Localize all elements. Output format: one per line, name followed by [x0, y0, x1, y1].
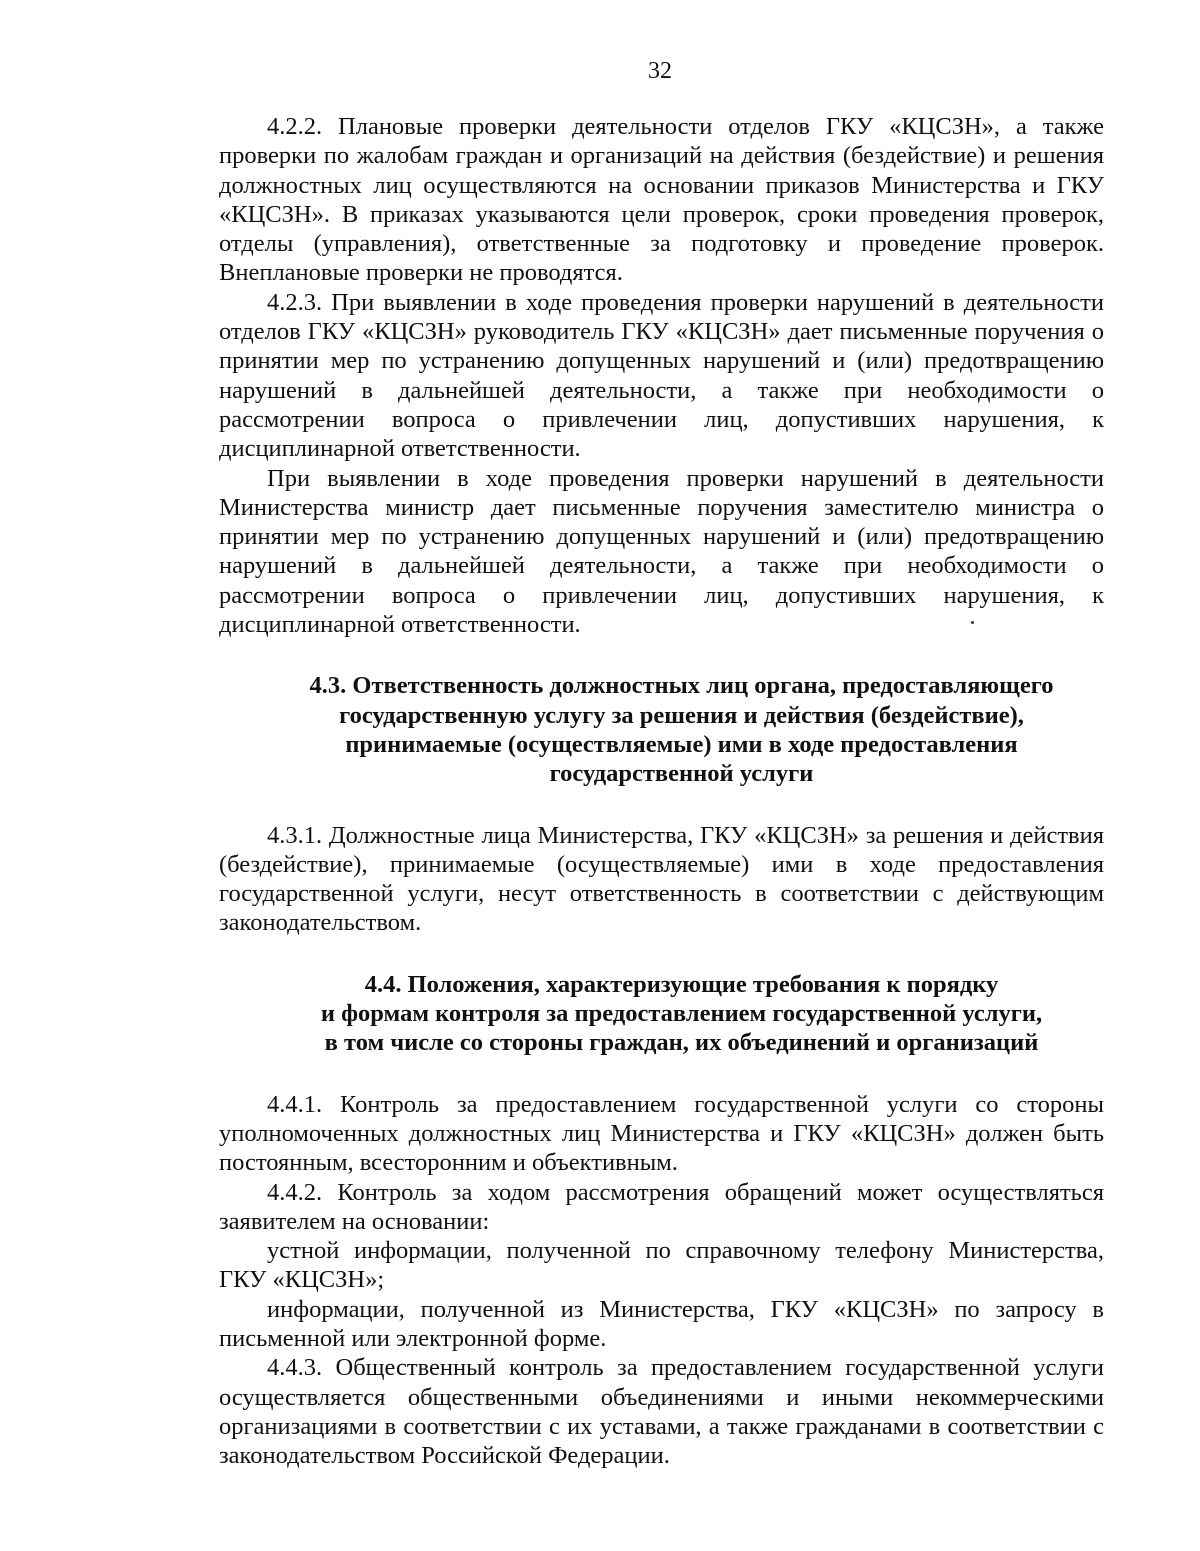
heading-line: государственной услуги	[549, 760, 814, 788]
paragraph-4-2-3: 4.2.3. При выявлении в ходе проведения проверки нарушений в деятельности отделов ГКУ «КЦСЗН» руководитель ГКУ «КЦСЗН» дает письменные поручения о принятии мер по устранению допущенных нарушений и (или) предотвращению нарушений в дальнейшей деятельности, а также при необходимости о рассмотрении вопроса о привлечении лиц, допустивших нарушения, к дисциплинарной ответственности.	[219, 288, 1104, 463]
heading-line: государственную услугу за решения и действия (бездействие),	[339, 701, 1024, 729]
document-body	[219, 112, 1104, 1470]
paragraph-written-information: информации, полученной из Министерства, ГКУ «КЦСЗН» по запросу в письменной или электронной форме.	[219, 1295, 1104, 1352]
page-number: 32	[648, 58, 672, 84]
paragraph-4-4-3: 4.4.3. Общественный контроль за предоставлением государственной услуги осуществляется общественными объединениями и иными некоммерческими организациями в соответствии с их уставами, а также гражданами в соответствии с законодательством Российской Федерации.	[219, 1354, 1104, 1470]
paragraph-ministry-violations: При выявлении в ходе проведения проверки нарушений в деятельности Министерства министр дает письменные поручения заместителю министра о принятии мер по устранению допущенных нарушений и (или) предотвращению нарушений в дальнейшей деятельности, а также при необходимости о рассмотрении вопроса о привлечении лиц, допустивших нарушения, к дисциплинарной ответственности.	[219, 464, 1104, 639]
paragraph-4-3-1: 4.3.1. Должностные лица Министерства, ГКУ «КЦСЗН» за решения и действия (бездействие), принимаемые (осуществляемые) ими в ходе предоставления государственной услуги, несут ответственность в соответствии с действующим законодательством.	[219, 821, 1104, 937]
paragraph-4-2-2: 4.2.2. Плановые проверки деятельности отделов ГКУ «КЦСЗН», а также проверки по жалобам граждан и организаций на действия (бездействие) и решения должностных лиц осуществляются на основании приказов Министерства и ГКУ «КЦСЗН». В приказах указываются цели проверок, сроки проведения проверок, отделы (управления), ответственные за подготовку и проведение проверок. Внеплановые проверки не проводятся.	[219, 113, 1104, 287]
heading-line: принимаемые (осуществляемые) ими в ходе предоставления	[345, 730, 1018, 758]
heading-line: в том числе со стороны граждан, их объединений и организаций	[324, 1029, 1039, 1057]
section-heading-4-3	[219, 671, 1104, 788]
heading-line: 4.4. Положения, характеризующие требования к порядку	[364, 970, 999, 998]
paragraph-4-4-2: 4.4.2. Контроль за ходом рассмотрения обращений может осуществляться заявителем на основании:	[219, 1178, 1104, 1235]
heading-line: 4.3. Ответственность должностных лиц органа, предоставляющего	[309, 672, 1054, 700]
paragraph-oral-information: устной информации, полученной по справочному телефону Министерства, ГКУ «КЦСЗН»;	[219, 1237, 1104, 1294]
heading-line: и формам контроля за предоставлением государственной услуги,	[320, 1000, 1043, 1028]
paragraph-4-4-1: 4.4.1. Контроль за предоставлением государственной услуги со стороны уполномоченных должностных лиц Министерства и ГКУ «КЦСЗН» должен быть постоянным, всесторонним и объективным.	[219, 1090, 1104, 1177]
scan-speck	[971, 621, 974, 624]
section-heading-4-4	[219, 970, 1104, 1058]
